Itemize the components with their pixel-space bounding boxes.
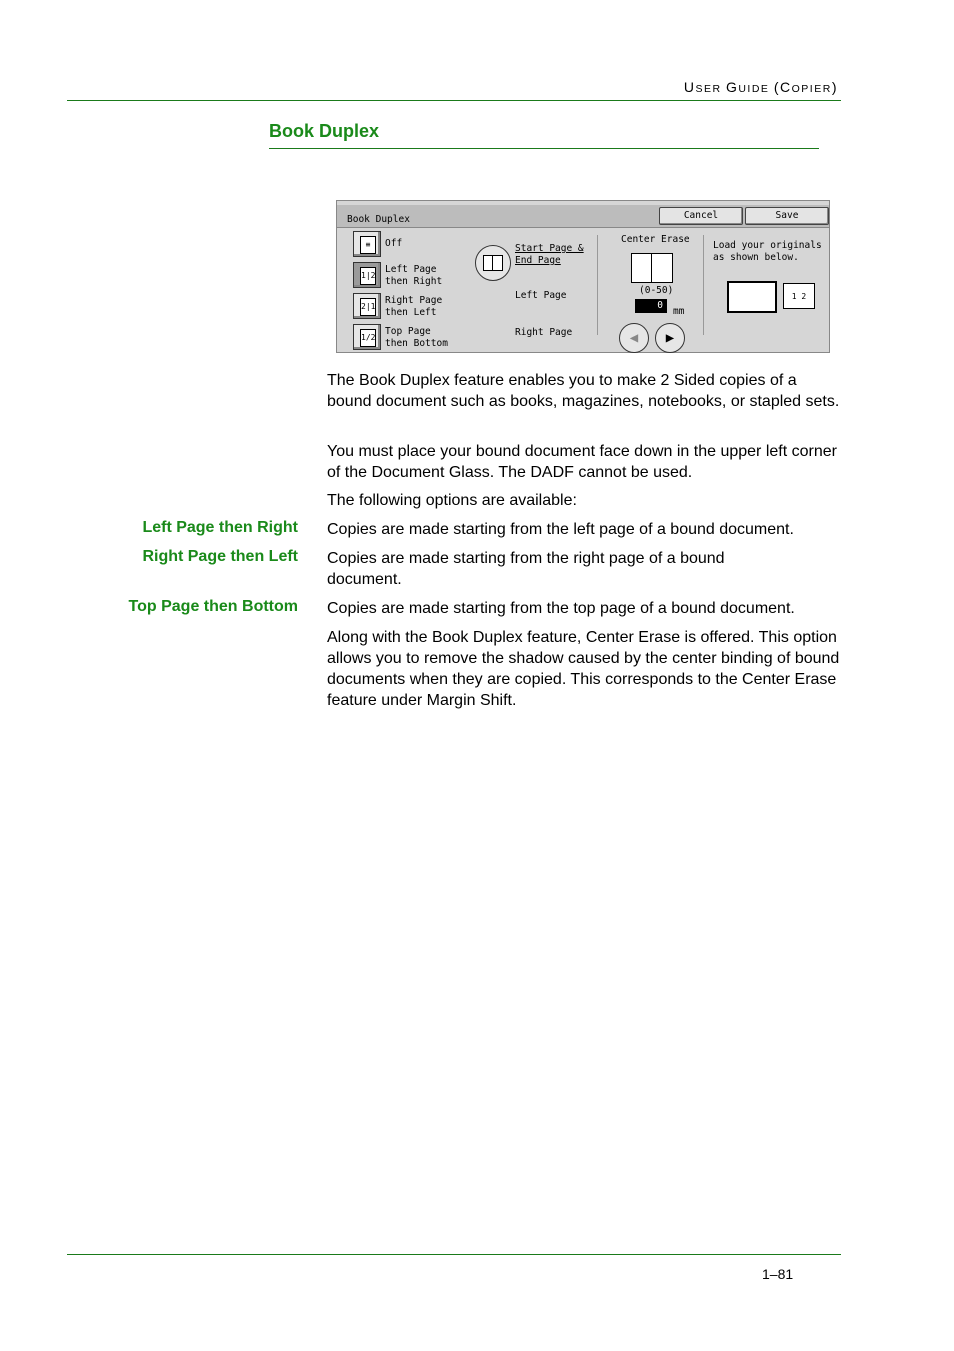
running-header-part: SER: [695, 83, 726, 95]
section-title: Book Duplex: [269, 121, 380, 141]
right-arrow-icon: ▶: [665, 330, 675, 346]
left-page-then-right-heading: Left Page then Right: [142, 519, 298, 536]
load-originals-illustration: [727, 281, 817, 317]
left-page-then-right-description: Copies are made starting from the left page of a bound document.: [327, 521, 794, 538]
start-end-page-button[interactable]: [475, 245, 511, 281]
cancel-button[interactable]: Cancel: [659, 207, 743, 225]
center-erase-book-icon: [631, 253, 673, 283]
right-then-left-option-button[interactable]: [353, 293, 381, 319]
save-button[interactable]: Save: [745, 207, 829, 225]
page-number: 1–81: [762, 1266, 794, 1282]
right-page-label: Right Page: [515, 327, 573, 338]
running-header-part: ): [831, 79, 838, 95]
increase-arrow-button[interactable]: [655, 323, 685, 353]
left-arrow-icon: ◀: [629, 330, 639, 346]
running-header: [684, 79, 838, 95]
running-header-part: (C: [773, 79, 792, 95]
center-erase-label: Center Erase: [621, 234, 690, 245]
placement-paragraph: You must place your bound document face down in the upper left corner of the Document Glass. The DADF cannot be used.: [327, 443, 837, 481]
running-header-part: U: [683, 79, 696, 95]
left-page-label: Left Page: [515, 290, 567, 301]
right-then-left-option-label: Right Page then Left: [385, 295, 443, 318]
off-icon: ≡: [360, 236, 376, 254]
top-bottom-pages-icon: 1/2: [360, 329, 376, 347]
running-header-part: OPIER: [791, 83, 832, 95]
left-then-right-option-button[interactable]: [353, 262, 381, 288]
off-option-label: Off: [385, 238, 403, 249]
document-glass-icon: [727, 281, 777, 313]
left-right-pages-icon: 1|2: [360, 267, 376, 285]
top-then-bottom-option-label: Top Page then Bottom: [385, 326, 448, 349]
center-erase-unit: mm: [673, 306, 685, 317]
running-header-part: UIDE: [738, 83, 774, 95]
off-option-button[interactable]: [353, 231, 381, 257]
left-then-right-option-label: Left Page then Right: [385, 264, 443, 287]
right-left-pages-icon: 2|1: [360, 298, 376, 316]
right-page-then-left-description: Copies are made starting from the right page of a bound document.: [327, 550, 725, 588]
top-then-bottom-option-button[interactable]: [353, 324, 381, 350]
book-duplex-screen: [336, 200, 830, 353]
running-header-part: G: [725, 79, 739, 95]
column-divider: [703, 235, 704, 335]
top-page-then-bottom-description: Copies are made starting from the top page of a bound document.: [327, 600, 795, 617]
top-page-then-bottom-heading: Top Page then Bottom: [128, 598, 298, 615]
center-erase-paragraph: Along with the Book Duplex feature, Center Erase is offered. This option allows you to remove the shadow caused by the center binding of bound documents when they are copied. This corresponds to the Center Erase feature under Margin Shift.: [327, 629, 840, 709]
bound-book-icon: 1 2: [783, 283, 815, 309]
options-intro: The following options are available:: [327, 492, 577, 509]
intro-paragraph: The Book Duplex feature enables you to make 2 Sided copies of a bound document such as books, magazines, notebooks, or stapled sets.: [327, 372, 840, 410]
open-book-icon: [483, 255, 503, 271]
start-end-page-label: Start Page & End Page: [515, 243, 584, 266]
center-erase-range: (0-50): [639, 285, 674, 296]
footer-rule: [67, 1254, 841, 1255]
section-rule: [269, 148, 819, 149]
decrease-arrow-button[interactable]: [619, 323, 649, 353]
screen-title: Book Duplex: [347, 214, 410, 225]
column-divider: [597, 235, 598, 335]
load-originals-instruction: Load your originals as shown below.: [713, 240, 822, 263]
header-rule: [67, 100, 841, 101]
right-page-then-left-heading: Right Page then Left: [142, 548, 298, 565]
center-erase-value-field[interactable]: 0: [635, 299, 667, 313]
